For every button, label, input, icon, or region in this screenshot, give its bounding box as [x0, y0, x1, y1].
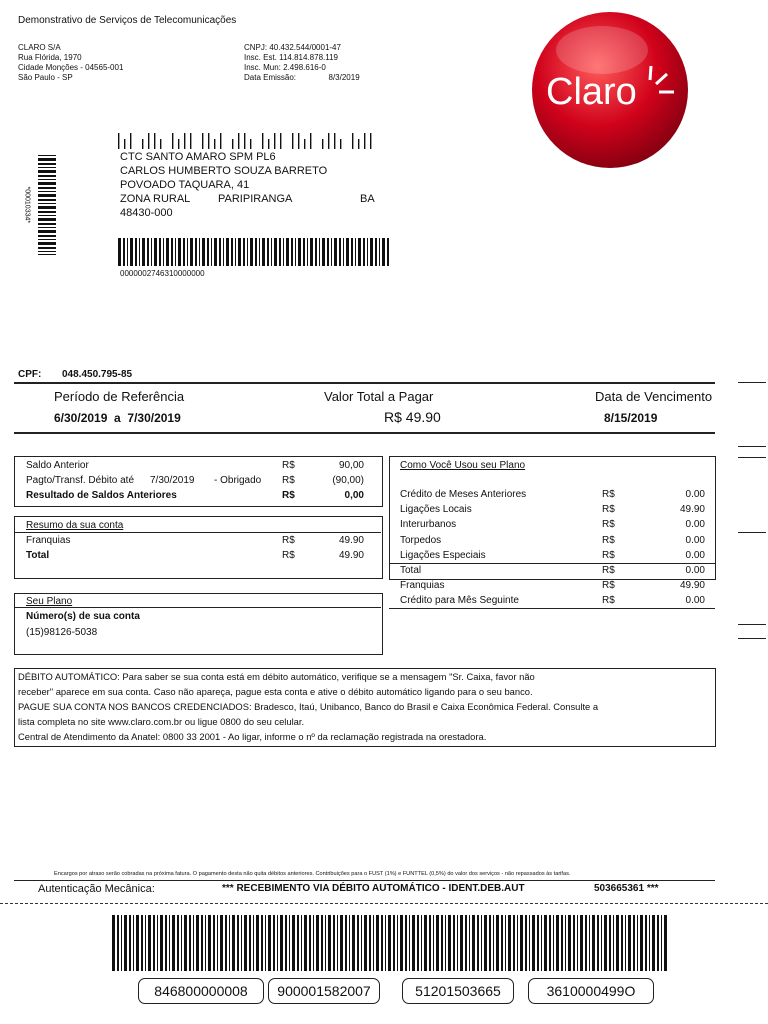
uso-row-value: 0.00: [685, 489, 705, 500]
barcode-group-2: 900001582007: [268, 978, 380, 1004]
uso-row-value: 49.90: [679, 580, 705, 592]
uso-row-value: 0.00: [685, 549, 705, 561]
saldo-row-note: - Obrigado: [214, 475, 262, 486]
uso-row-value: 0.00: [685, 534, 705, 546]
saldo-row-date: 7/30/2019: [150, 475, 195, 486]
saldo-row-label: Pagto/Transf. Débito até: [26, 475, 135, 486]
company-street: Rua Flórida, 1970: [18, 53, 82, 62]
periodo-label: Período de Referência: [54, 389, 185, 404]
cpf-value: 048.450.795-85: [62, 369, 133, 380]
logo-wordmark: Claro: [546, 71, 637, 113]
uso-row-label: Franquias: [400, 580, 445, 592]
saldo-row-value: 0,00: [344, 490, 364, 501]
recipient-address: [120, 150, 380, 220]
margin-tick: [738, 457, 766, 458]
recipient-cep: 48430-000: [120, 207, 173, 219]
barcode-group-1: 846800000008: [138, 978, 264, 1004]
resumo-row-label: Total: [26, 550, 50, 561]
recipient-barcode-number: 0000002746310000000: [120, 269, 205, 278]
auth-text: *** RECEBIMENTO VIA DÉBITO AUTOMÁTICO - IDENT.DEB.AUT: [222, 883, 525, 894]
company-cnpj: CNPJ: 40.432.544/0001-47: [244, 43, 341, 52]
saldo-row-value: (90,00): [332, 475, 364, 486]
footer-small-note: Encargos por atraso serão cobradas na próxima fatura. O pagamento desta não quita débitos anteriores. Contribuições para o FUST (1%) e FUNTTEL (0,5%) do valor dos serviços - não repassados às tarifas.: [54, 871, 571, 877]
uso-row-label: Interurbanos: [400, 519, 457, 531]
company-city: São Paulo - SP: [18, 73, 73, 82]
notice-line: Central de Atendimento da Anatel: 0800 33 2001 - Ao ligar, informe o nº da reclamação registrada na orestadora.: [18, 731, 487, 742]
recipient-area: ZONA RURAL: [120, 193, 191, 205]
uso-row-label: Crédito de Meses Anteriores: [400, 489, 527, 500]
recipient-state: BA: [360, 193, 375, 205]
saldo-row-value: 90,00: [338, 460, 364, 471]
claro-logo: [530, 10, 690, 170]
vencimento-value: 8/15/2019: [604, 411, 658, 425]
uso-row-value: 0.00: [685, 519, 705, 531]
plano-numbers-label: Número(s) de sua conta: [26, 611, 140, 622]
resumo-row-currency: R$: [282, 535, 295, 546]
uso-row-label: Crédito para Mês Seguinte: [400, 595, 519, 607]
company-name: CLARO S/A: [18, 43, 61, 52]
recipient-city: PARIPIRANGA: [218, 193, 293, 205]
auth-label: Autenticação Mecânica:: [38, 883, 155, 895]
footer-rule: [14, 880, 715, 881]
uso-row-currency: R$: [602, 565, 615, 576]
barcode-group-4: 3610000499O: [528, 978, 654, 1004]
emission-date-value: 8/3/2019: [328, 73, 360, 82]
uso-row-currency: R$: [602, 519, 615, 531]
uso-row-label: Ligações Locais: [400, 504, 472, 516]
saldo-row-label: Resultado de Saldos Anteriores: [26, 490, 177, 501]
cpf-label: CPF:: [18, 369, 42, 380]
saldo-row-label: Saldo Anterior: [26, 460, 89, 471]
plano-number: (15)98126-5038: [26, 627, 98, 638]
recipient-barcode: [118, 238, 390, 266]
uso-box: [389, 456, 716, 580]
saldo-row-currency: R$: [282, 475, 295, 486]
uso-total-rule: [389, 563, 715, 564]
uso-title: Como Você Usou seu Plano: [400, 460, 526, 471]
doc-title: Demonstrativo de Serviços de Telecomunicações: [18, 15, 237, 26]
uso-row-currency: R$: [602, 595, 615, 607]
margin-tick: [738, 638, 766, 639]
notice-line: receber" aparece em sua conta. Caso não apareça, pague esta conta e ative o débito automático ligando para o seu banco.: [18, 686, 533, 697]
plano-title: Seu Plano: [26, 596, 73, 607]
side-barcode: [38, 155, 56, 255]
company-insc-mun: Insc. Mun: 2.498.616-0: [244, 63, 326, 72]
barcode-group-3: 51201503665: [402, 978, 514, 1004]
saldo-row-currency: R$: [282, 460, 295, 471]
company-district: Cidade Monções - 04565-001: [18, 63, 124, 72]
margin-tick: [738, 446, 766, 447]
margin-tick: [738, 532, 766, 533]
summary-top-rule: [14, 382, 715, 384]
cut-line: [0, 903, 768, 904]
uso-row-label: Ligações Especiais: [400, 549, 486, 561]
margin-tick: [738, 382, 766, 383]
valor-value: R$ 49.90: [384, 409, 441, 425]
company-registry: [244, 43, 360, 83]
uso-row-value: 49.90: [679, 504, 705, 516]
valor-label: Valor Total a Pagar: [324, 389, 434, 404]
uso-row-label: Total: [400, 565, 422, 576]
resumo-rule: [14, 532, 381, 533]
emission-date-label: Data Emissão:: [244, 73, 297, 82]
recipient-line1: CTC SANTO AMARO SPM PL6: [120, 151, 276, 163]
resumo-row-value: 49.90: [338, 535, 364, 546]
postal-barcode: [118, 133, 376, 149]
notice-line: DÉBITO AUTOMÁTICO: Para saber se sua conta está em débito automático, verifique se a mensagem "Sr. Caixa, favor não: [18, 671, 535, 682]
uso-row-currency: R$: [602, 580, 615, 592]
uso-row-currency: R$: [602, 549, 615, 561]
resumo-row-value: 49.90: [338, 550, 364, 561]
margin-tick: [738, 624, 766, 625]
auth-code: 503665361 ***: [594, 883, 659, 894]
saldo-row-currency: R$: [282, 490, 295, 501]
summary-bottom-rule: [14, 432, 715, 434]
resumo-title: Resumo da sua conta: [26, 520, 124, 531]
uso-row-label: Torpedos: [400, 534, 442, 546]
uso-row-currency: R$: [602, 534, 615, 546]
uso-row-value: 0.00: [685, 595, 705, 607]
emission-date: [244, 73, 360, 83]
periodo-value: 6/30/2019 a 7/30/2019: [54, 411, 181, 425]
company-address: [18, 43, 123, 83]
recipient-line2: CARLOS HUMBERTO SOUZA BARRETO: [120, 165, 328, 177]
recipient-line3: POVOADO TAQUARA, 41: [120, 179, 250, 191]
resumo-row-label: Franquias: [26, 535, 71, 546]
company-insc-est: Insc. Est. 114.814.878.119: [244, 53, 338, 62]
resumo-row-currency: R$: [282, 550, 295, 561]
uso-row-value: 0.00: [685, 565, 705, 576]
uso-row-currency: R$: [602, 489, 615, 500]
notice-line: PAGUE SUA CONTA NOS BANCOS CREDENCIADOS: Bradesco, Itaú, Unibanco, Banco do Brasil e Caixa Econômica Federal. Consulte a: [18, 701, 599, 712]
plano-rule: [14, 607, 381, 608]
uso-row-currency: R$: [602, 504, 615, 516]
uso-bottom-rule: [389, 608, 715, 609]
payment-barcode: [112, 915, 668, 971]
notice-line: lista completa no site www.claro.com.br ou ligue 0800 do seu celular.: [18, 716, 305, 727]
vencimento-label: Data de Vencimento: [595, 389, 713, 404]
